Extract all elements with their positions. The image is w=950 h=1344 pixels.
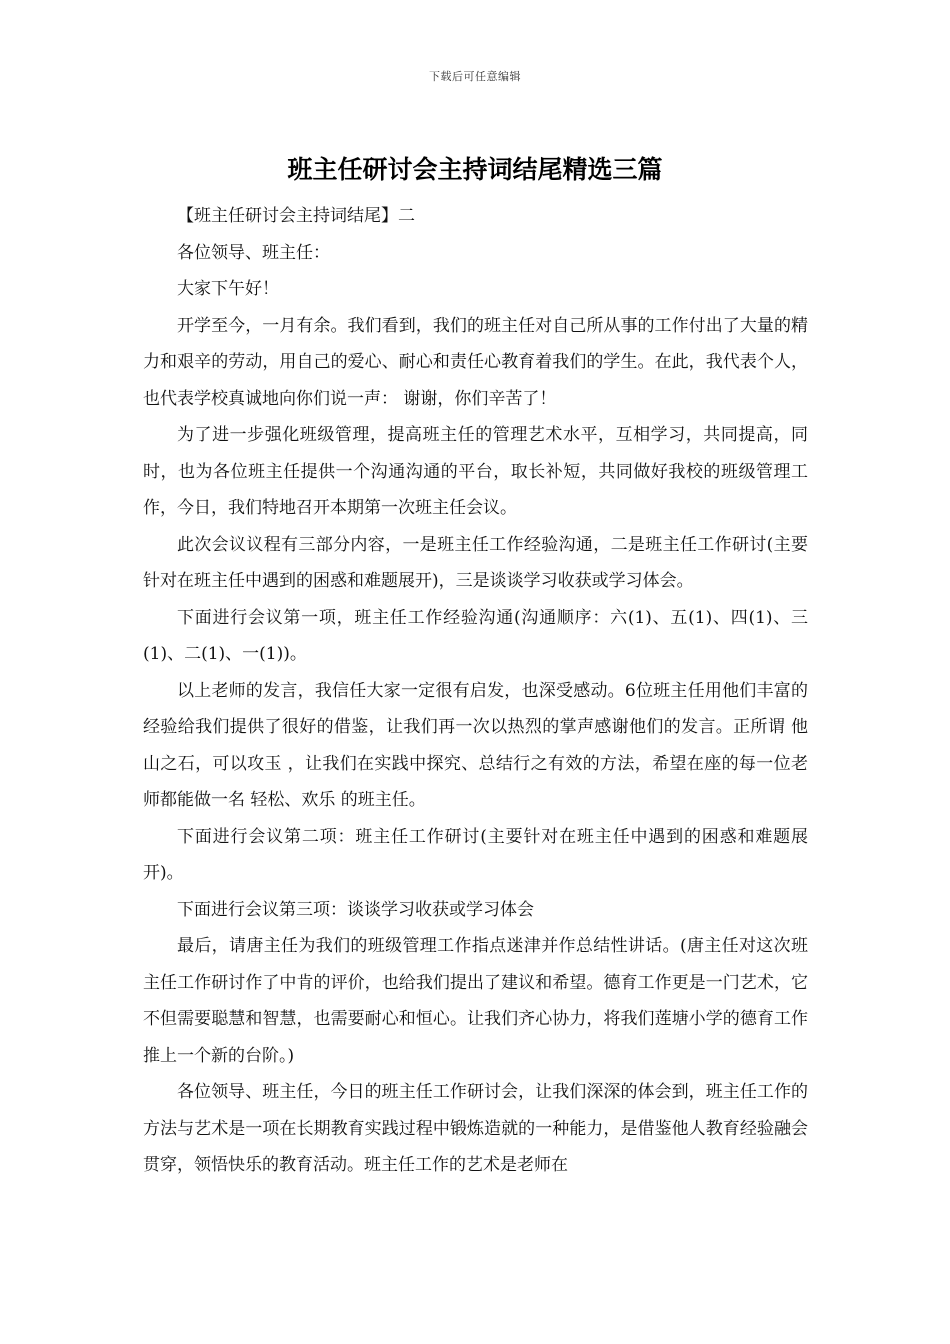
greeting: 大家下午好！	[177, 279, 279, 299]
section-heading: 【班主任研讨会主持词结尾】二	[177, 206, 415, 226]
document-title: 班主任研讨会主持词结尾精选三篇	[287, 155, 663, 184]
paragraph: 为了进一步强化班级管理，提高班主任的管理艺术水平，互相学习，共同提高，同时，也为各位班主任提供一个沟通沟通的平台，取长补短，共同做好我校的班级管理工作，今日，我们特地召开本期第一次班主任会议。	[143, 425, 808, 518]
paragraph: 最后，请唐主任为我们的班级管理工作指点迷津并作总结性讲话。(唐主任对这次班主任工作研讨作了中肯的评价，也给我们提出了建议和希望。德育工作更是一门艺术，它不但需要聪慧和智慧，也需要耐心和恒心。让我们齐心协力，将我们莲塘小学的德育工作推上一个新的台阶。)	[143, 936, 808, 1066]
paragraph: 此次会议议程有三部分内容，一是班主任工作经验沟通，二是班主任工作研讨(主要针对在班主任中遇到的困惑和难题展开)，三是谈谈学习收获或学习体会。	[143, 534, 808, 591]
paragraph: 以上老师的发言，我信任大家一定很有启发，也深受感动。6位班主任用他们丰富的经验给我们提供了很好的借鉴，让我们再一次以热烈的掌声感谢他们的发言。正所谓 他山之石，可以攻玉 ，让我们在实践中探究、总结行之有效的方法，希望在座的每一位老师都能做一名 轻松、欢乐 的班主任。	[143, 680, 808, 810]
salutation: 各位领导、班主任：	[177, 242, 330, 263]
document-body	[143, 198, 808, 1184]
paragraph: 下面进行会议第二项：班主任工作研讨(主要针对在班主任中遇到的困惑和难题展开)。	[143, 826, 808, 883]
header-note: 下载后可任意编辑	[429, 70, 521, 83]
paragraph: 开学至今，一月有余。我们看到，我们的班主任对自己所从事的工作付出了大量的精力和艰辛的劳动，用自己的爱心、耐心和责任心教育着我们的学生。在此，我代表个人，也代表学校真诚地向你们说一声： 谢谢，你们辛苦了！	[143, 315, 808, 409]
paragraph: 下面进行会议第一项，班主任工作经验沟通(沟通顺序：六(1)、五(1)、四(1)、三(1)、二(1)、一(1))。	[143, 607, 808, 664]
paragraph: 各位领导、班主任，今日的班主任工作研讨会，让我们深深的体会到，班主任工作的方法与艺术是一项在长期教育实践过程中锻炼造就的一种能力，是借鉴他人教育经验融会贯穿，领悟快乐的教育活动。班主任工作的艺术是老师在	[143, 1082, 808, 1175]
paragraph: 下面进行会议第三项：谈谈学习收获或学习体会	[177, 899, 534, 920]
